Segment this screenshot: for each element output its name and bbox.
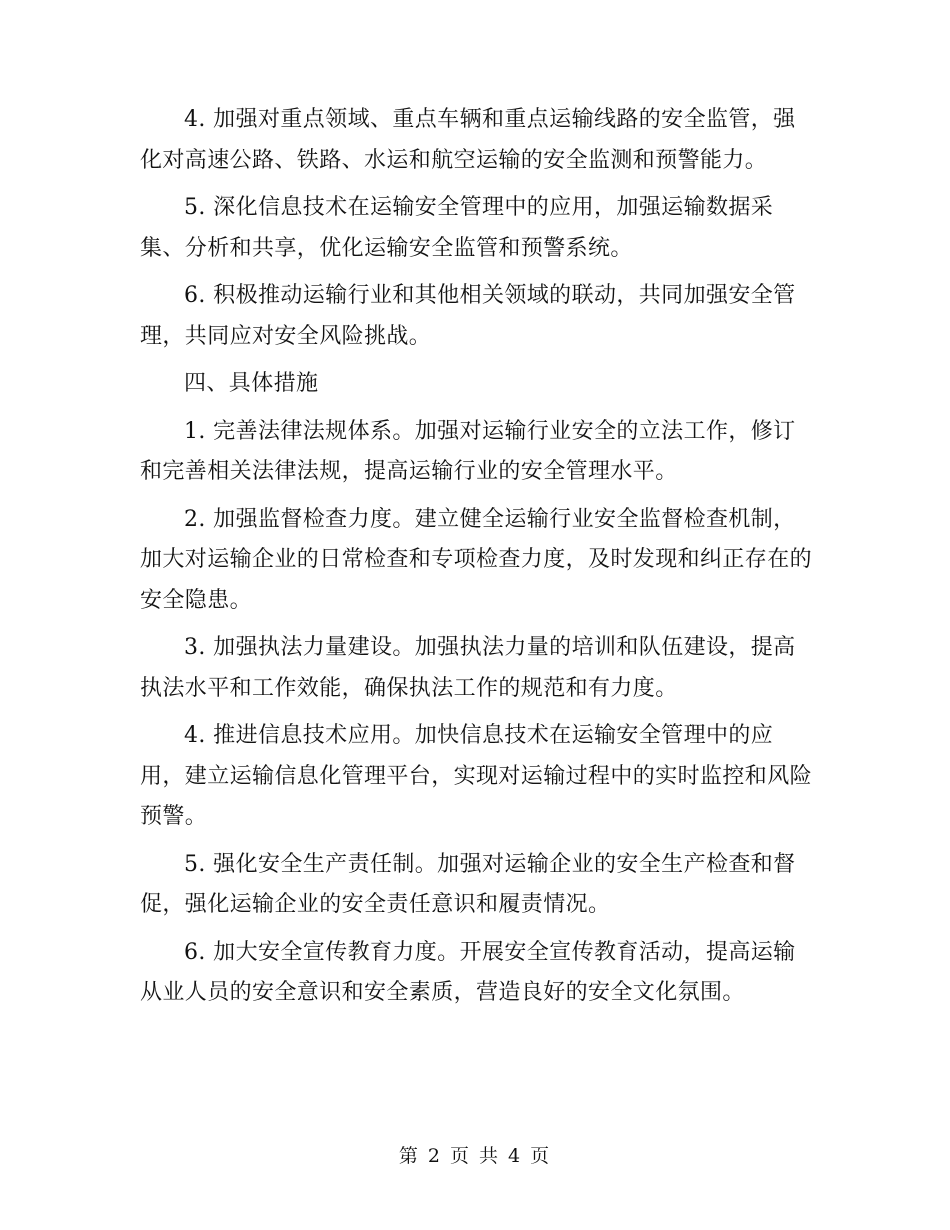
paragraph: 6. 加大安全宣传教育力度。开展安全宣传教育活动，提高运输从业人员的安全意识和安全素质，营造良好的安全文化氛围。 xyxy=(140,939,796,1005)
document-body xyxy=(140,100,812,1021)
paragraph: 4. 推进信息技术应用。加快信息技术在运输安全管理中的应用，建立运输信息化管理平台，实现对运输过程中的实时监控和风险预警。 xyxy=(140,723,813,829)
paragraph: 5. 强化安全生产责任制。加强对运输企业的安全生产检查和督促，强化运输企业的安全责任意识和履责情况。 xyxy=(140,851,796,917)
page-number-footer: 第 2 页 共 4 页 xyxy=(398,1145,552,1167)
paragraph: 5. 深化信息技术在运输安全管理中的应用，加强运输数据采集、分析和共享，优化运输安全监管和预警系统。 xyxy=(140,195,774,261)
section-heading: 四、具体措施 xyxy=(184,371,319,396)
paragraph: 3. 加强执法力量建设。加强执法力量的培训和队伍建设，提高执法水平和工作效能，确保执法工作的规范和有力度。 xyxy=(140,635,796,701)
paragraph: 4. 加强对重点领域、重点车辆和重点运输线路的安全监管，强化对高速公路、铁路、水运和航空运输的安全监测和预警能力。 xyxy=(140,107,796,173)
paragraph: 1. 完善法律法规体系。加强对运输行业安全的立法工作，修订和完善相关法律法规，提高运输行业的安全管理水平。 xyxy=(140,418,796,484)
paragraph: 6. 积极推动运输行业和其他相关领域的联动，共同加强安全管理，共同应对安全风险挑战。 xyxy=(140,283,796,349)
paragraph: 2. 加强监督检查力度。建立健全运输行业安全监督检查机制，加大对运输企业的日常检查和专项检查力度，及时发现和纠正存在的安全隐患。 xyxy=(140,506,813,613)
